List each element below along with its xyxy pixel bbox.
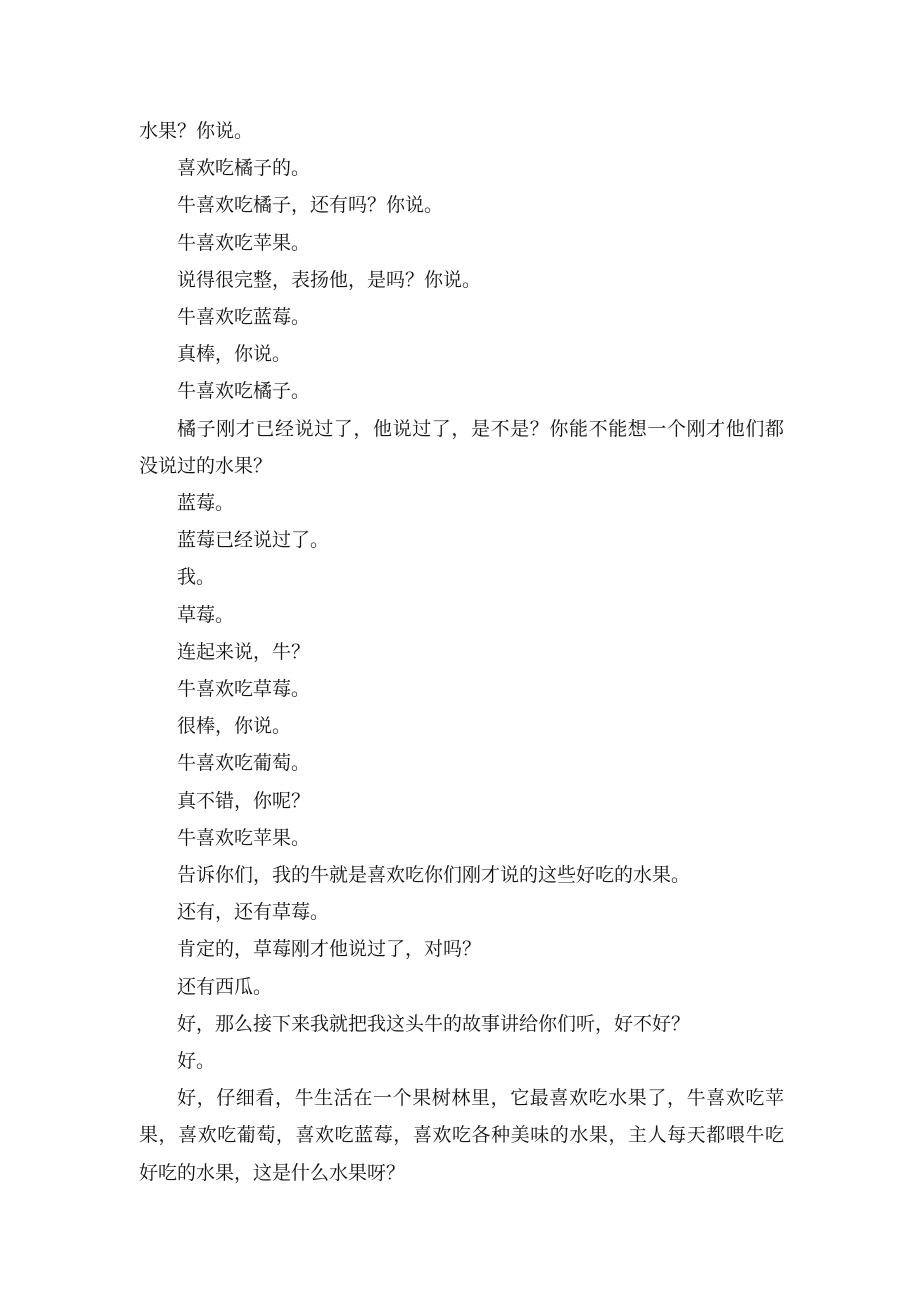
paragraph: 真不错，你呢？ (177, 789, 311, 812)
paragraph: 牛喜欢吃橘子，还有吗？你说。 (177, 194, 444, 217)
paragraph: 牛喜欢吃橘子。 (177, 380, 311, 403)
paragraph: 牛喜欢吃葡萄。 (177, 752, 311, 775)
paragraph: 很棒，你说。 (177, 715, 292, 738)
paragraph: 还有西瓜。 (177, 975, 273, 998)
paragraph: 告诉你们，我的牛就是喜欢吃你们刚才说的这些好吃的水果。 (177, 864, 691, 887)
paragraph: 牛喜欢吃苹果。 (177, 826, 311, 849)
paragraph: 牛喜欢吃苹果。 (177, 231, 311, 254)
paragraph: 好，仔细看，牛生活在一个果树林里，它最喜欢吃水果了，牛喜欢吃苹果，喜欢吃葡萄，喜欢吃蓝莓，喜欢吃各种美味的水果，主人每天都喂牛吃好吃的水果，这是什么水果呀？ (139, 1087, 784, 1184)
document-body (139, 113, 784, 1192)
paragraph: 橘子刚才已经说过了，他说过了，是不是？你能不能想一个刚才他们都没说过的水果？ (139, 417, 784, 477)
paragraph: 喜欢吃橘子的。 (177, 157, 311, 180)
paragraph: 肯定的，草莓刚才他说过了，对吗？ (177, 938, 482, 961)
paragraph: 牛喜欢吃蓝莓。 (177, 306, 311, 329)
paragraph: 还有，还有草莓。 (177, 901, 330, 924)
paragraph: 真棒，你说。 (177, 343, 292, 366)
paragraph: 牛喜欢吃草莓。 (177, 678, 311, 701)
paragraph: 好。 (177, 1050, 216, 1073)
paragraph: 草莓。 (177, 603, 235, 626)
paragraph: 蓝莓已经说过了。 (177, 529, 330, 552)
paragraph: 连起来说，牛？ (177, 640, 311, 663)
paragraph: 说得很完整，表扬他，是吗？你说。 (177, 268, 482, 291)
paragraph: 好，那么接下来我就把我这头牛的故事讲给你们听，好不好？ (177, 1012, 691, 1035)
paragraph: 蓝莓。 (177, 492, 235, 515)
paragraph: 水果？你说。 (139, 120, 254, 142)
paragraph: 我。 (177, 566, 216, 589)
